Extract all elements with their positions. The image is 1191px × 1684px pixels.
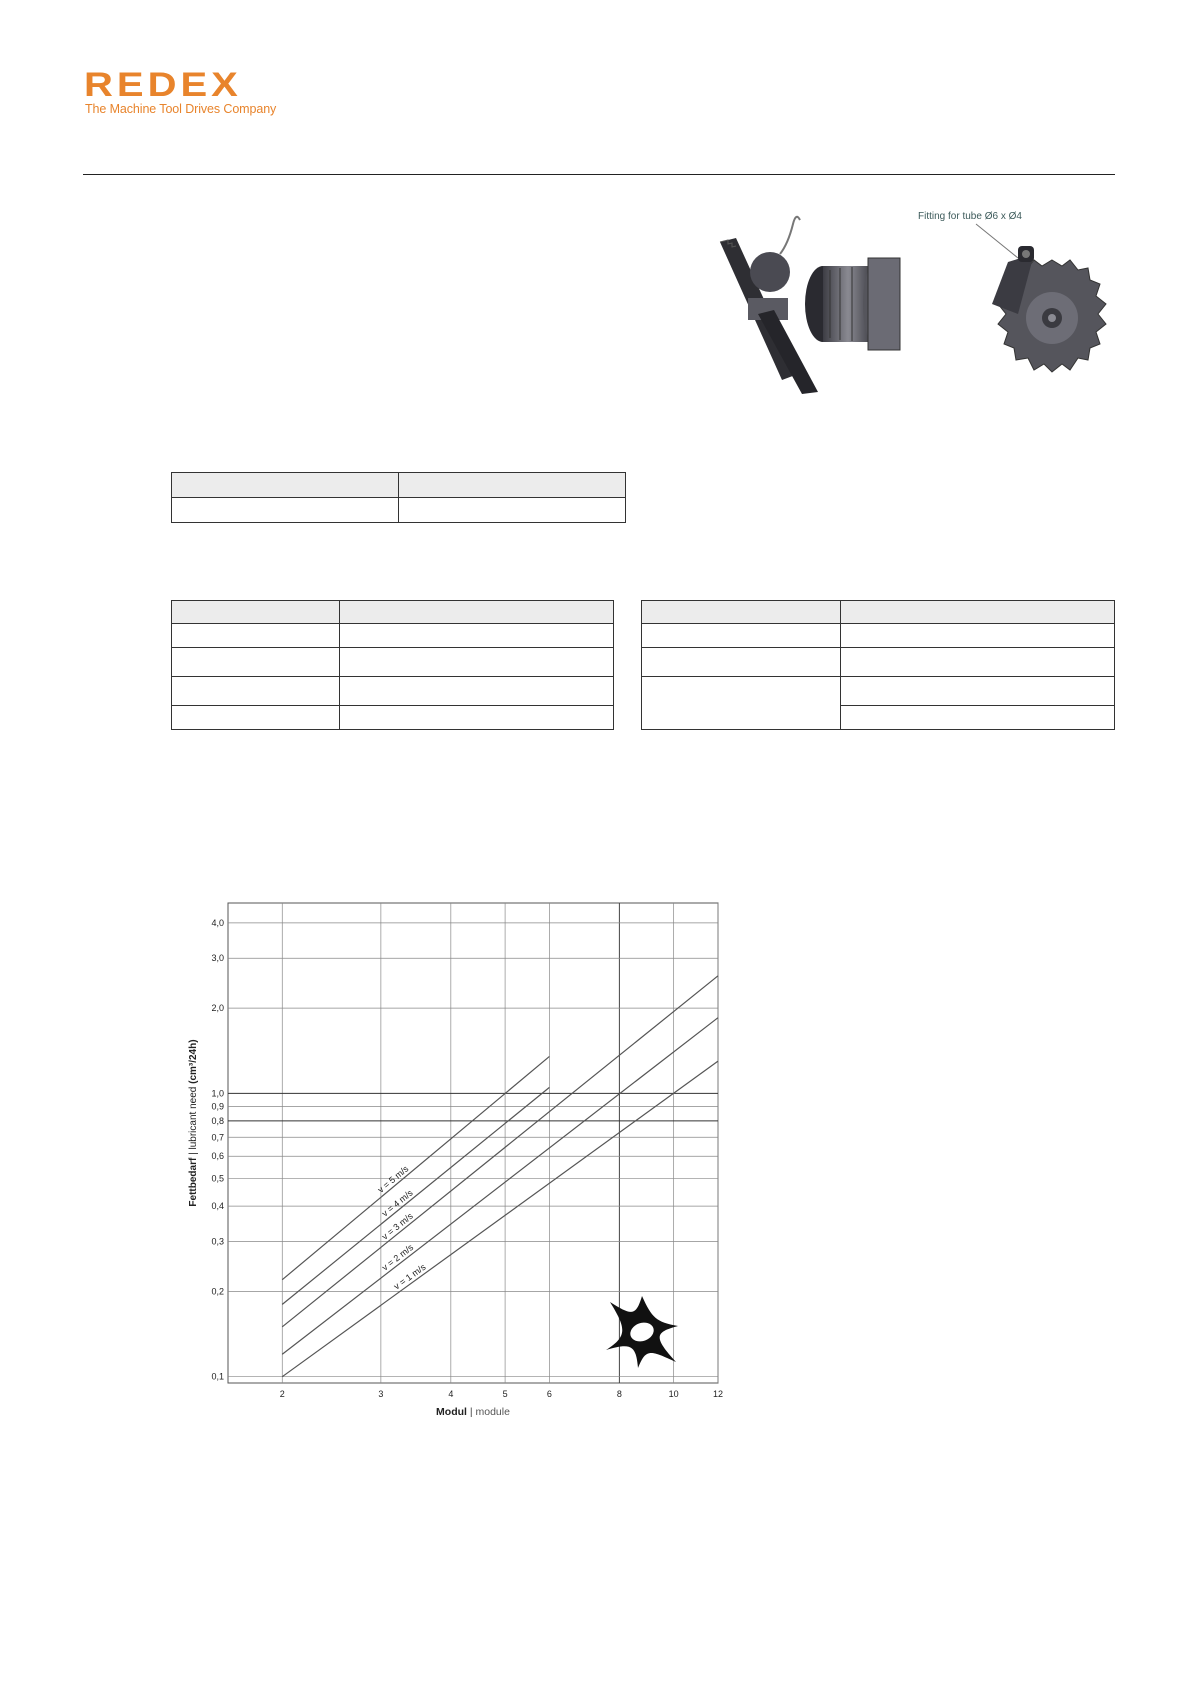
header-divider bbox=[83, 174, 1115, 175]
x-axis-label-sep: | bbox=[466, 1406, 476, 1418]
series-label: v = 3 m/s bbox=[379, 1210, 415, 1242]
y-axis-label-bold: Fettbedarf bbox=[188, 1157, 199, 1207]
table-row bbox=[642, 677, 1115, 706]
y-axis-label-sep: | bbox=[188, 1149, 199, 1158]
table-cell bbox=[339, 648, 613, 677]
table-cell bbox=[172, 624, 340, 648]
spec-table-right bbox=[641, 600, 1115, 730]
table-cell bbox=[339, 677, 613, 706]
x-tick-label: 3 bbox=[378, 1389, 384, 1399]
table-row bbox=[642, 624, 1115, 648]
x-tick-label: 12 bbox=[712, 1389, 724, 1399]
y-axis-label bbox=[188, 1039, 199, 1206]
y-axis-label-normal: lubricant need bbox=[188, 1083, 199, 1150]
x-tick-label: 5 bbox=[502, 1389, 508, 1399]
redex-logo bbox=[84, 66, 294, 122]
x-tick-label: 8 bbox=[616, 1389, 622, 1399]
table-header-cell bbox=[339, 601, 613, 624]
spec-table-single bbox=[171, 472, 626, 523]
x-tick-label: 10 bbox=[668, 1389, 679, 1399]
x-axis-label-bold: Modul bbox=[436, 1406, 467, 1418]
series-label: v = 4 m/s bbox=[379, 1187, 415, 1219]
table-row bbox=[172, 706, 614, 730]
table-header-cell bbox=[399, 473, 626, 498]
y-tick-label: 1,0 bbox=[211, 1088, 224, 1099]
spec-table-left bbox=[171, 600, 614, 730]
shell-symbol-icon bbox=[606, 1296, 678, 1368]
lubricant-need-chart bbox=[180, 895, 740, 1445]
x-tick-label: 6 bbox=[546, 1389, 552, 1399]
table-header-cell bbox=[642, 601, 841, 624]
table-cell bbox=[339, 706, 613, 730]
y-tick-label: 0,5 bbox=[211, 1173, 224, 1184]
table-row bbox=[172, 648, 614, 677]
table-cell bbox=[642, 677, 841, 730]
table-row bbox=[642, 648, 1115, 677]
y-axis-label-unit: (cm³/24h) bbox=[188, 1039, 199, 1084]
table-cell bbox=[172, 677, 340, 706]
chart-svg bbox=[180, 895, 740, 1445]
table-header-cell bbox=[172, 601, 340, 624]
fitting-callout: Fitting for tube Ø6 x Ø4 bbox=[918, 211, 1022, 222]
table-header-cell bbox=[840, 601, 1114, 624]
table-header-row bbox=[172, 473, 626, 498]
y-tick-label: 0,2 bbox=[211, 1286, 224, 1297]
y-tick-label: 2,0 bbox=[211, 1003, 224, 1014]
table-cell bbox=[840, 624, 1114, 648]
y-tick-label: 0,8 bbox=[211, 1115, 224, 1126]
table-cell bbox=[399, 498, 626, 523]
x-axis-label-normal: module bbox=[475, 1406, 510, 1418]
table-row bbox=[172, 677, 614, 706]
y-tick-label: 0,3 bbox=[211, 1236, 224, 1247]
logo-tagline: The Machine Tool Drives Company bbox=[85, 102, 277, 116]
y-tick-label: 0,1 bbox=[211, 1371, 224, 1382]
x-tick-label: 2 bbox=[279, 1389, 285, 1399]
table-cell bbox=[840, 648, 1114, 677]
logo-wordmark: REDEX bbox=[84, 66, 242, 104]
y-tick-label: 3,0 bbox=[211, 953, 224, 964]
table-row bbox=[172, 624, 614, 648]
series-label: v = 1 m/s bbox=[391, 1261, 428, 1292]
y-tick-label: 0,9 bbox=[211, 1101, 224, 1112]
series-line bbox=[282, 976, 718, 1327]
rack-and-pinion-gearbox-icon bbox=[718, 214, 903, 394]
table-header-cell bbox=[172, 473, 399, 498]
table-cell bbox=[172, 498, 399, 523]
x-tick-label: 4 bbox=[448, 1389, 454, 1399]
table-cell bbox=[642, 624, 841, 648]
table-header-row bbox=[642, 601, 1115, 624]
table-cell bbox=[172, 648, 340, 677]
series-label: v = 2 m/s bbox=[379, 1242, 416, 1273]
series-line bbox=[282, 1018, 718, 1355]
table-cell bbox=[172, 706, 340, 730]
y-tick-label: 4,0 bbox=[211, 917, 224, 928]
table-row bbox=[172, 498, 626, 523]
table-header-row bbox=[172, 601, 614, 624]
table-cell bbox=[642, 648, 841, 677]
lubrication-pinion-icon bbox=[988, 244, 1114, 384]
y-tick-label: 0,6 bbox=[211, 1151, 224, 1162]
series-line bbox=[282, 1056, 549, 1279]
table-cell bbox=[339, 624, 613, 648]
series-label: v = 5 m/s bbox=[375, 1163, 411, 1195]
y-tick-label: 0,4 bbox=[211, 1201, 224, 1212]
table-cell bbox=[840, 677, 1114, 706]
x-axis-label bbox=[436, 1406, 510, 1418]
table-cell bbox=[840, 706, 1114, 730]
y-tick-label: 0,7 bbox=[211, 1132, 224, 1143]
